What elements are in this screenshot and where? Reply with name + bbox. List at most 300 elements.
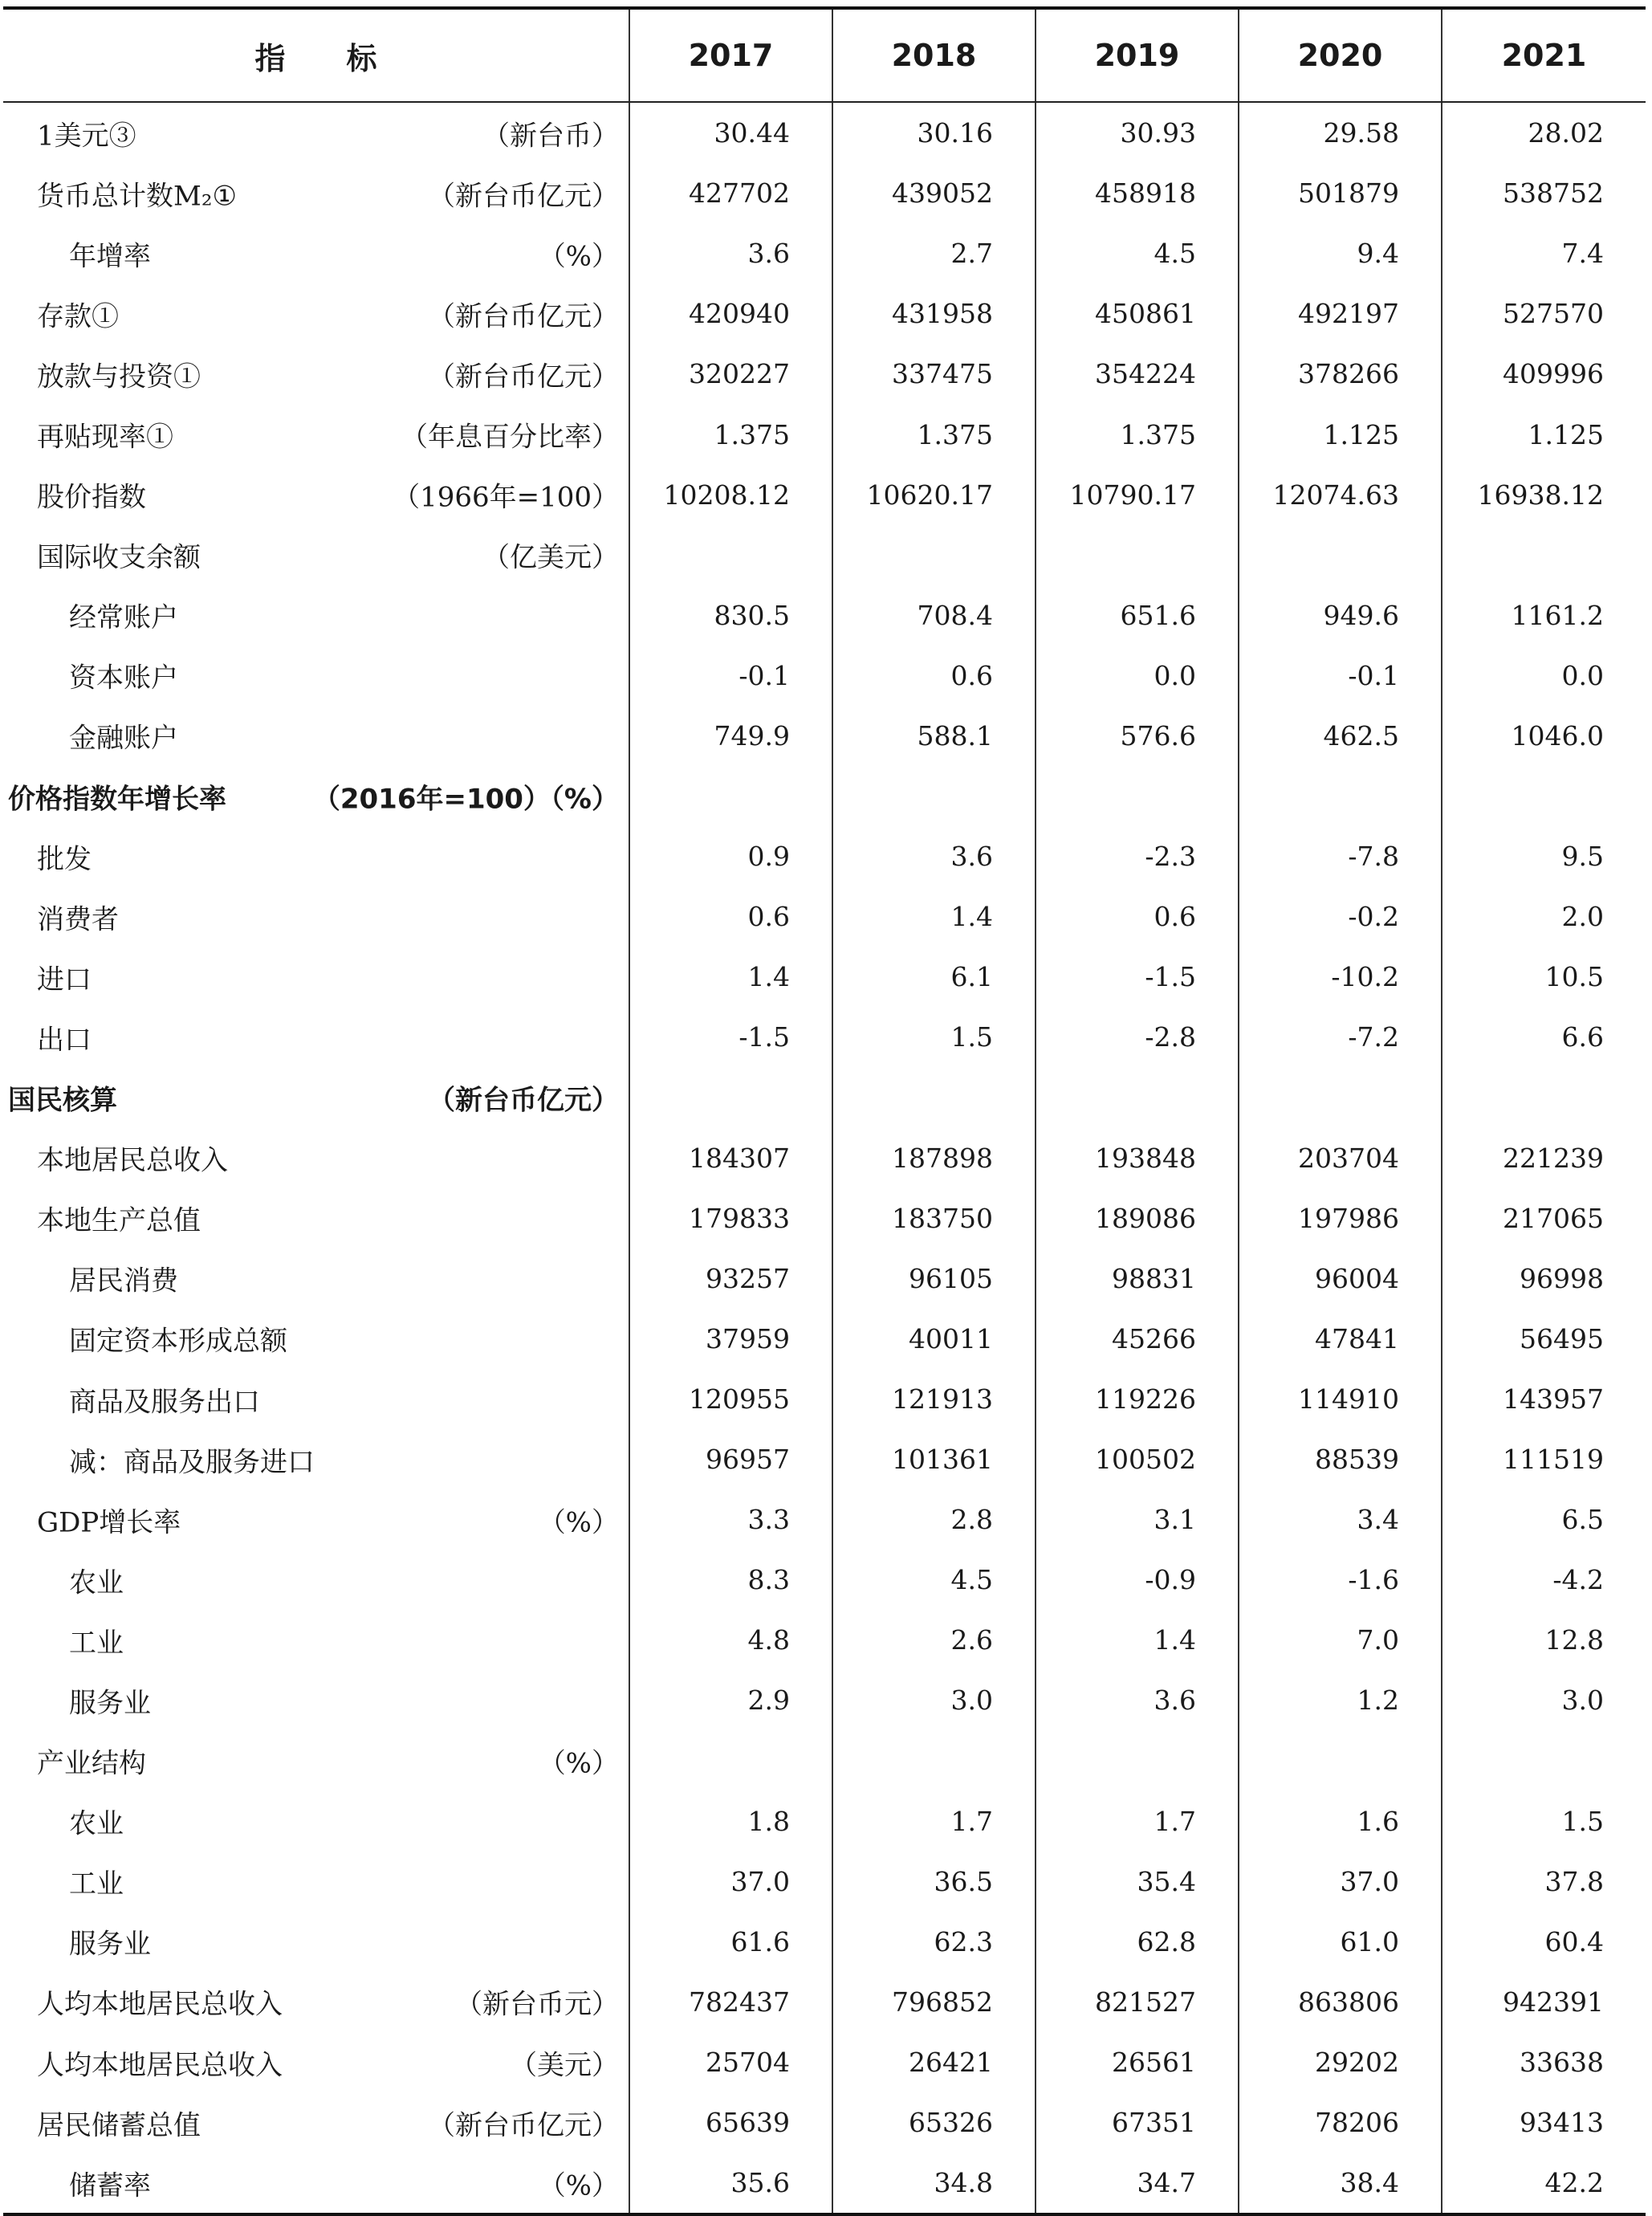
value-cell: 2.0	[1442, 886, 1646, 947]
indicator-label: GDP增长率	[37, 1506, 181, 1539]
value-cell: 2.8	[832, 1489, 1036, 1550]
table-row	[3, 1429, 1646, 1489]
indicator-label: 产业结构	[37, 1747, 146, 1780]
indicator-label: 国民核算	[8, 1084, 117, 1117]
indicator-unit: （新台币元）	[455, 1988, 619, 2021]
indicator-unit: （新台币）	[482, 120, 619, 153]
value-cell: 420940	[629, 283, 832, 344]
value-cell: 61.0	[1239, 1912, 1442, 1972]
value-cell: 183750	[832, 1188, 1036, 1249]
value-cell	[1239, 1731, 1442, 1791]
value-cell: 12074.63	[1239, 465, 1442, 525]
indicator-label: 经常账户	[69, 601, 178, 634]
indicator-cell	[3, 1851, 629, 1912]
indicator-cell	[3, 404, 629, 464]
value-cell: 588.1	[832, 706, 1036, 766]
indicator-cell	[3, 525, 629, 585]
value-cell	[832, 1068, 1036, 1128]
indicator-unit: （%）	[538, 1506, 619, 1539]
value-cell: 2.9	[629, 1670, 832, 1730]
indicator-label: 1美元③	[37, 120, 136, 153]
value-cell: -1.5	[1036, 947, 1239, 1007]
value-cell: 26561	[1036, 2032, 1239, 2092]
indicator-cell	[3, 886, 629, 947]
value-cell: 62.8	[1036, 1912, 1239, 1972]
value-cell: -2.3	[1036, 826, 1239, 886]
indicator-cell	[3, 1972, 629, 2032]
value-cell: 337475	[832, 344, 1036, 404]
value-cell: 830.5	[629, 585, 832, 646]
value-cell: 354224	[1036, 344, 1239, 404]
table-row	[3, 706, 1646, 766]
value-cell: -10.2	[1239, 947, 1442, 1007]
header-year: 2020	[1239, 8, 1442, 102]
value-cell: 527570	[1442, 283, 1646, 344]
indicator-unit: （%）	[538, 2169, 619, 2202]
indicator-label: 农业	[69, 1807, 124, 1840]
header-year: 2017	[629, 8, 832, 102]
value-cell: 7.4	[1442, 223, 1646, 283]
indicator-label: 居民储蓄总值	[37, 2109, 201, 2142]
value-cell: 35.4	[1036, 1851, 1239, 1912]
table-row	[3, 2092, 1646, 2153]
indicator-label: 出口	[37, 1024, 92, 1057]
table-row	[3, 646, 1646, 706]
indicator-cell	[3, 1249, 629, 1309]
value-cell: 1.375	[832, 404, 1036, 464]
table-row	[3, 404, 1646, 464]
value-cell: -0.2	[1239, 886, 1442, 947]
value-cell: 29202	[1239, 2032, 1442, 2092]
indicator-label: 人均本地居民总收入	[37, 2049, 283, 2082]
indicator-cell	[3, 223, 629, 283]
value-cell: 1.375	[629, 404, 832, 464]
table-row	[3, 1912, 1646, 1972]
indicator-label: 服务业	[69, 1928, 151, 1961]
value-cell: 0.6	[1036, 886, 1239, 947]
table-row	[3, 1670, 1646, 1730]
value-cell: 203704	[1239, 1128, 1442, 1188]
indicator-cell	[3, 102, 629, 163]
indicator-cell	[3, 1068, 629, 1128]
value-cell: 6.5	[1442, 1489, 1646, 1550]
indicator-cell	[3, 344, 629, 404]
value-cell: 1.4	[1036, 1610, 1239, 1670]
table-row	[3, 2153, 1646, 2214]
indicator-cell	[3, 2153, 629, 2214]
indicator-label: 固定资本形成总额	[69, 1325, 287, 1358]
value-cell: -4.2	[1442, 1550, 1646, 1610]
value-cell: 40011	[832, 1309, 1036, 1369]
value-cell: 378266	[1239, 344, 1442, 404]
indicator-cell	[3, 1007, 629, 1067]
indicator-cell	[3, 1309, 629, 1369]
table-row	[3, 223, 1646, 283]
table-header	[3, 8, 1646, 102]
value-cell: 189086	[1036, 1188, 1239, 1249]
value-cell: 1.7	[832, 1791, 1036, 1851]
value-cell: 427702	[629, 163, 832, 223]
value-cell: 10.5	[1442, 947, 1646, 1007]
value-cell: 60.4	[1442, 1912, 1646, 1972]
value-cell: 651.6	[1036, 585, 1239, 646]
value-cell: 3.6	[629, 223, 832, 283]
value-cell: 98831	[1036, 1249, 1239, 1309]
table-row	[3, 283, 1646, 344]
indicator-unit: （新台币亿元）	[428, 1084, 619, 1117]
table-row	[3, 826, 1646, 886]
value-cell: 4.5	[1036, 223, 1239, 283]
value-cell: 320227	[629, 344, 832, 404]
indicator-cell	[3, 646, 629, 706]
indicator-label: 货币总计数M₂①	[37, 180, 237, 213]
value-cell	[1239, 525, 1442, 585]
value-cell: -1.5	[629, 1007, 832, 1067]
value-cell: 749.9	[629, 706, 832, 766]
indicator-label: 储蓄率	[69, 2169, 151, 2202]
value-cell: 576.6	[1036, 706, 1239, 766]
indicator-label: 农业	[69, 1566, 124, 1599]
value-cell: 2.7	[832, 223, 1036, 283]
value-cell: 1.2	[1239, 1670, 1442, 1730]
indicator-cell	[3, 1128, 629, 1188]
table-row	[3, 163, 1646, 223]
value-cell: 38.4	[1239, 2153, 1442, 2214]
table-row	[3, 947, 1646, 1007]
header-year: 2021	[1442, 8, 1646, 102]
value-cell: 431958	[832, 283, 1036, 344]
value-cell: 6.6	[1442, 1007, 1646, 1067]
value-cell: 16938.12	[1442, 465, 1646, 525]
value-cell: 708.4	[832, 585, 1036, 646]
value-cell: 409996	[1442, 344, 1646, 404]
value-cell: 863806	[1239, 1972, 1442, 2032]
indicator-label: 股价指数	[37, 481, 146, 514]
table-row	[3, 1128, 1646, 1188]
value-cell	[1442, 525, 1646, 585]
table-row	[3, 886, 1646, 947]
table-row	[3, 1550, 1646, 1610]
value-cell: 121913	[832, 1369, 1036, 1429]
value-cell: 1.4	[832, 886, 1036, 947]
indicator-cell	[3, 1912, 629, 1972]
value-cell: 3.3	[629, 1489, 832, 1550]
value-cell: 0.6	[832, 646, 1036, 706]
value-cell: 96105	[832, 1249, 1036, 1309]
value-cell: 538752	[1442, 163, 1646, 223]
value-cell: 47841	[1239, 1309, 1442, 1369]
table-row	[3, 1309, 1646, 1369]
indicator-unit: （年息百分比率）	[401, 421, 619, 454]
header-indicator: 指 标	[3, 8, 629, 102]
indicator-cell	[3, 465, 629, 525]
indicator-cell	[3, 1188, 629, 1249]
table-row	[3, 585, 1646, 646]
value-cell: 10790.17	[1036, 465, 1239, 525]
value-cell: 4.5	[832, 1550, 1036, 1610]
value-cell: -0.9	[1036, 1550, 1239, 1610]
value-cell: 184307	[629, 1128, 832, 1188]
value-cell: 30.16	[832, 102, 1036, 163]
table-row	[3, 1369, 1646, 1429]
indicator-cell	[3, 585, 629, 646]
value-cell	[629, 1068, 832, 1128]
indicator-label: 价格指数年增长率	[8, 783, 226, 816]
value-cell: -0.1	[1239, 646, 1442, 706]
indicator-cell	[3, 1550, 629, 1610]
indicator-label: 金融账户	[69, 722, 178, 755]
value-cell: 3.4	[1239, 1489, 1442, 1550]
value-cell: 9.4	[1239, 223, 1442, 283]
value-cell	[629, 525, 832, 585]
table-body	[3, 102, 1646, 2214]
value-cell: 796852	[832, 1972, 1036, 2032]
value-cell	[832, 525, 1036, 585]
indicator-unit: （新台币亿元）	[428, 180, 619, 213]
value-cell: 492197	[1239, 283, 1442, 344]
value-cell: 1.375	[1036, 404, 1239, 464]
indicator-label: 消费者	[37, 903, 119, 936]
indicator-label: 年增率	[69, 240, 151, 273]
value-cell: 61.6	[629, 1912, 832, 1972]
value-cell: 1.125	[1442, 404, 1646, 464]
value-cell: 37.8	[1442, 1851, 1646, 1912]
value-cell: 120955	[629, 1369, 832, 1429]
value-cell: 0.0	[1036, 646, 1239, 706]
value-cell: 78206	[1239, 2092, 1442, 2153]
value-cell: 12.8	[1442, 1610, 1646, 1670]
value-cell: 1.125	[1239, 404, 1442, 464]
table-row	[3, 1068, 1646, 1128]
value-cell	[1239, 766, 1442, 826]
indicator-label: 批发	[37, 843, 92, 876]
indicator-label: 服务业	[69, 1687, 151, 1720]
value-cell: 36.5	[832, 1851, 1036, 1912]
table-row	[3, 102, 1646, 163]
indicator-cell	[3, 706, 629, 766]
table-row	[3, 2032, 1646, 2092]
value-cell: 782437	[629, 1972, 832, 2032]
indicator-label: 国际收支余额	[37, 541, 201, 574]
value-cell: 29.58	[1239, 102, 1442, 163]
value-cell: 1046.0	[1442, 706, 1646, 766]
indicator-cell	[3, 1670, 629, 1730]
value-cell	[1239, 1068, 1442, 1128]
value-cell	[629, 766, 832, 826]
indicator-label: 进口	[37, 963, 92, 996]
value-cell: 9.5	[1442, 826, 1646, 886]
value-cell: 35.6	[629, 2153, 832, 2214]
indicator-cell	[3, 1489, 629, 1550]
value-cell: -7.2	[1239, 1007, 1442, 1067]
value-cell: 3.0	[832, 1670, 1036, 1730]
value-cell: 4.8	[629, 1610, 832, 1670]
value-cell	[1442, 1731, 1646, 1791]
table-row	[3, 1249, 1646, 1309]
table-row	[3, 1791, 1646, 1851]
value-cell: 2.6	[832, 1610, 1036, 1670]
value-cell: 28.02	[1442, 102, 1646, 163]
value-cell: 217065	[1442, 1188, 1646, 1249]
value-cell: 65639	[629, 2092, 832, 2153]
value-cell: 114910	[1239, 1369, 1442, 1429]
value-cell: 143957	[1442, 1369, 1646, 1429]
indicator-unit: （1966年=100）	[393, 481, 619, 514]
indicator-label: 减：商品及服务进口	[69, 1446, 315, 1479]
value-cell: 1161.2	[1442, 585, 1646, 646]
value-cell: -7.8	[1239, 826, 1442, 886]
value-cell: 37959	[629, 1309, 832, 1369]
value-cell: -1.6	[1239, 1550, 1442, 1610]
value-cell: 187898	[832, 1128, 1036, 1188]
indicator-unit: （新台币亿元）	[428, 300, 619, 333]
value-cell: 439052	[832, 163, 1036, 223]
table-row	[3, 1610, 1646, 1670]
value-cell: 10620.17	[832, 465, 1036, 525]
value-cell: 179833	[629, 1188, 832, 1249]
indicator-cell	[3, 766, 629, 826]
indicator-label: 人均本地居民总收入	[37, 1988, 283, 2021]
value-cell: 1.6	[1239, 1791, 1442, 1851]
indicator-label: 居民消费	[69, 1265, 178, 1297]
indicator-cell	[3, 826, 629, 886]
value-cell: 3.6	[1036, 1670, 1239, 1730]
value-cell: 26421	[832, 2032, 1036, 2092]
indicator-label: 放款与投资①	[37, 361, 201, 393]
value-cell: 30.44	[629, 102, 832, 163]
table-row	[3, 766, 1646, 826]
value-cell: 67351	[1036, 2092, 1239, 2153]
indicator-table	[3, 6, 1646, 2216]
value-cell: 96998	[1442, 1249, 1646, 1309]
indicator-unit: （新台币亿元）	[428, 2109, 619, 2142]
value-cell: 1.5	[1442, 1791, 1646, 1851]
indicator-cell	[3, 1429, 629, 1489]
value-cell: 1.5	[832, 1007, 1036, 1067]
value-cell: 96957	[629, 1429, 832, 1489]
table-row	[3, 1972, 1646, 2032]
indicator-cell	[3, 1369, 629, 1429]
indicator-cell	[3, 2092, 629, 2153]
value-cell: 30.93	[1036, 102, 1239, 163]
value-cell: 93413	[1442, 2092, 1646, 2153]
value-cell: 450861	[1036, 283, 1239, 344]
value-cell: 10208.12	[629, 465, 832, 525]
value-cell: 119226	[1036, 1369, 1239, 1429]
value-cell: -2.8	[1036, 1007, 1239, 1067]
value-cell: 34.7	[1036, 2153, 1239, 2214]
value-cell: 0.9	[629, 826, 832, 886]
value-cell: 65326	[832, 2092, 1036, 2153]
indicator-label: 再贴现率①	[37, 421, 173, 454]
indicator-cell	[3, 2032, 629, 2092]
value-cell: 88539	[1239, 1429, 1442, 1489]
value-cell: 0.6	[629, 886, 832, 947]
value-cell: 42.2	[1442, 2153, 1646, 2214]
table-row	[3, 1731, 1646, 1791]
indicator-label: 商品及服务出口	[69, 1386, 260, 1419]
indicator-unit: （%）	[538, 1747, 619, 1780]
indicator-unit: （%）	[538, 240, 619, 273]
value-cell: 34.8	[832, 2153, 1036, 2214]
value-cell	[1442, 766, 1646, 826]
value-cell: 6.1	[832, 947, 1036, 1007]
value-cell: 1.7	[1036, 1791, 1239, 1851]
value-cell: 111519	[1442, 1429, 1646, 1489]
value-cell	[1036, 1731, 1239, 1791]
value-cell: -0.1	[629, 646, 832, 706]
indicator-unit: （亿美元）	[482, 541, 619, 574]
table-row	[3, 1188, 1646, 1249]
value-cell: 1.8	[629, 1791, 832, 1851]
value-cell: 197986	[1239, 1188, 1442, 1249]
value-cell: 62.3	[832, 1912, 1036, 1972]
value-cell	[1036, 1068, 1239, 1128]
indicator-cell	[3, 947, 629, 1007]
value-cell: 3.0	[1442, 1670, 1646, 1730]
indicator-label: 存款①	[37, 300, 119, 333]
value-cell: 25704	[629, 2032, 832, 2092]
indicator-cell	[3, 1791, 629, 1851]
value-cell: 37.0	[629, 1851, 832, 1912]
value-cell	[1442, 1068, 1646, 1128]
value-cell: 7.0	[1239, 1610, 1442, 1670]
indicator-cell	[3, 1610, 629, 1670]
value-cell: 942391	[1442, 1972, 1646, 2032]
value-cell: 3.6	[832, 826, 1036, 886]
value-cell: 33638	[1442, 2032, 1646, 2092]
value-cell: 1.4	[629, 947, 832, 1007]
table-row	[3, 344, 1646, 404]
table-row	[3, 1007, 1646, 1067]
value-cell	[832, 766, 1036, 826]
header-year: 2019	[1036, 8, 1239, 102]
value-cell: 458918	[1036, 163, 1239, 223]
value-cell: 3.1	[1036, 1489, 1239, 1550]
indicator-label: 本地居民总收入	[37, 1144, 228, 1177]
header-row	[3, 8, 1646, 102]
value-cell	[832, 1731, 1036, 1791]
value-cell: 45266	[1036, 1309, 1239, 1369]
value-cell: 193848	[1036, 1128, 1239, 1188]
value-cell: 821527	[1036, 1972, 1239, 2032]
value-cell	[1036, 525, 1239, 585]
indicator-label: 资本账户	[69, 662, 178, 695]
value-cell: 221239	[1442, 1128, 1646, 1188]
table-row	[3, 1851, 1646, 1912]
value-cell	[1036, 766, 1239, 826]
value-cell	[629, 1731, 832, 1791]
value-cell: 93257	[629, 1249, 832, 1309]
value-cell: 8.3	[629, 1550, 832, 1610]
value-cell: 462.5	[1239, 706, 1442, 766]
value-cell: 101361	[832, 1429, 1036, 1489]
indicator-cell	[3, 1731, 629, 1791]
table-row	[3, 1489, 1646, 1550]
value-cell: 96004	[1239, 1249, 1442, 1309]
value-cell: 501879	[1239, 163, 1442, 223]
value-cell: 100502	[1036, 1429, 1239, 1489]
header-year: 2018	[832, 8, 1036, 102]
indicator-cell	[3, 283, 629, 344]
indicator-cell	[3, 163, 629, 223]
indicator-unit: （新台币亿元）	[428, 361, 619, 393]
indicator-label: 本地生产总值	[37, 1204, 201, 1237]
table-row	[3, 465, 1646, 525]
indicator-unit: （2016年=100）（%）	[312, 783, 619, 816]
indicator-label: 工业	[69, 1868, 124, 1900]
value-cell: 37.0	[1239, 1851, 1442, 1912]
